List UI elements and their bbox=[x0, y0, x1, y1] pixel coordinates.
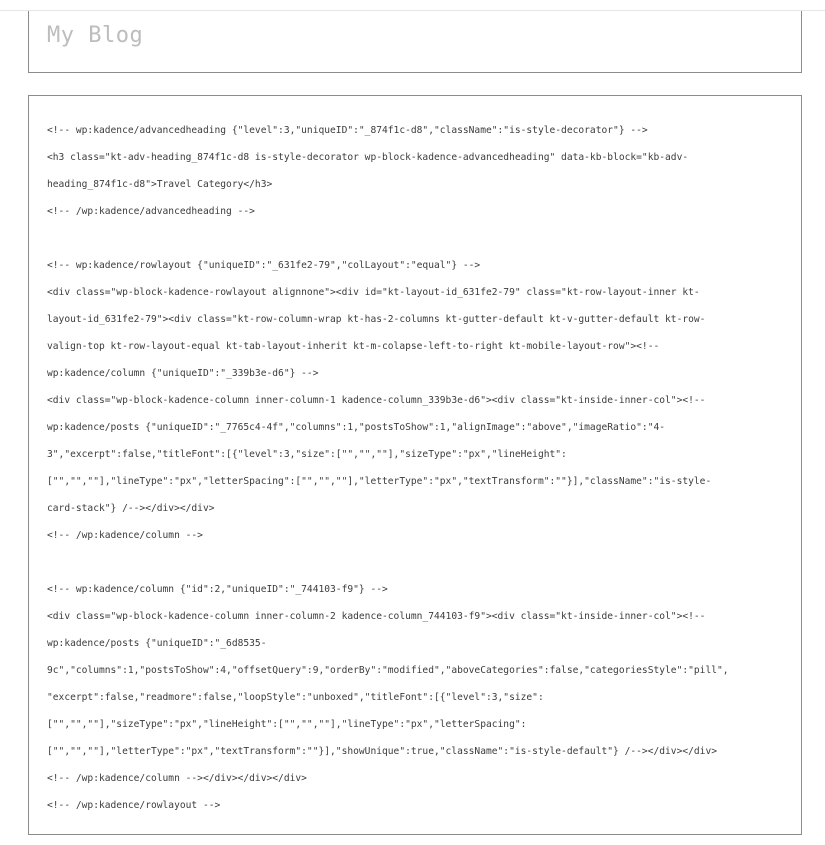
code-line: ["","",""],"sizeType":"px","lineHeight":["","",""],"lineType":"px","letterSpacing": bbox=[47, 719, 527, 730]
code-line: ["","",""],"lineType":"px","letterSpacing":["","",""],"letterType":"px","textTransform":""}],"className":"is-style- bbox=[47, 476, 712, 487]
code-line: <!-- wp:kadence/rowlayout {"uniqueID":"_631fe2-79","colLayout":"equal"} --> bbox=[47, 260, 481, 271]
code-line: "excerpt":false,"readmore":false,"loopStyle":"unboxed","titleFont":[{"level":3,"size": bbox=[47, 692, 544, 703]
code-line: layout-id_631fe2-79"><div class="kt-row-column-wrap kt-has-2-columns kt-gutter-default kt-v-gutter-default kt-row- bbox=[47, 314, 706, 325]
code-line: <div class="wp-block-kadence-column inner-column-2 kadence-column_744103-f9"><div class="kt-inside-inner-col"><!-- bbox=[47, 611, 706, 622]
code-line: heading_874f1c-d8">Travel Category</h3> bbox=[47, 179, 273, 190]
code-line: <!-- /wp:kadence/rowlayout --> bbox=[47, 800, 221, 811]
code-line: <div class="wp-block-kadence-column inner-column-1 kadence-column_339b3e-d6"><div class="kt-inside-inner-col"><!-- bbox=[47, 395, 706, 406]
code-line: card-stack"} /--></div></div> bbox=[47, 503, 215, 514]
code-line: wp:kadence/posts {"uniqueID":"_7765c4-4f","columns":1,"postsToShow":1,"alignImage":"above","imageRatio":"4- bbox=[47, 422, 666, 433]
code-line: 3","excerpt":false,"titleFont":[{"level":3,"size":["","",""],"sizeType":"px","lineHeight": bbox=[47, 449, 567, 460]
code-line: valign-top kt-row-layout-equal kt-tab-layout-inherit kt-m-colapse-left-to-right kt-mobile-layout-row"><!-- bbox=[47, 341, 660, 352]
code-line: <!-- /wp:kadence/column --></div></div></div> bbox=[47, 773, 307, 784]
code-line: wp:kadence/posts {"uniqueID":"_6d8535- bbox=[47, 638, 267, 649]
site-title[interactable]: My Blog bbox=[47, 23, 144, 48]
site-header bbox=[28, 11, 802, 73]
code-line: wp:kadence/column {"uniqueID":"_339b3e-d6"} --> bbox=[47, 368, 319, 379]
code-line bbox=[47, 225, 787, 252]
post-content-code-block bbox=[28, 95, 802, 835]
code-line: 9c","columns":1,"postsToShow":4,"offsetQuery":9,"orderBy":"modified","aboveCategories":false,"categoriesStyle":"pill", bbox=[47, 665, 729, 676]
code-lines bbox=[47, 117, 787, 819]
code-line: ["","",""],"letterType":"px","textTransform":""}],"showUnique":true,"className":"is-style-default"} /--></div></div> bbox=[47, 746, 718, 757]
code-line: <h3 class="kt-adv-heading_874f1c-d8 is-style-decorator wp-block-kadence-advancedheading" data-kb-block="kb-adv- bbox=[47, 152, 689, 163]
code-line: <!-- /wp:kadence/advancedheading --> bbox=[47, 206, 255, 217]
code-line: <div class="wp-block-kadence-rowlayout alignnone"><div id="kt-layout-id_631fe2-79" class="kt-row-layout-inner kt- bbox=[47, 287, 700, 298]
code-line bbox=[47, 549, 787, 576]
code-line: <!-- /wp:kadence/column --> bbox=[47, 530, 203, 541]
code-line: <!-- wp:kadence/column {"id":2,"uniqueID":"_744103-f9"} --> bbox=[47, 584, 388, 595]
code-line: <!-- wp:kadence/advancedheading {"level":3,"uniqueID":"_874f1c-d8","className":"is-style-decorator"} --> bbox=[47, 125, 648, 136]
